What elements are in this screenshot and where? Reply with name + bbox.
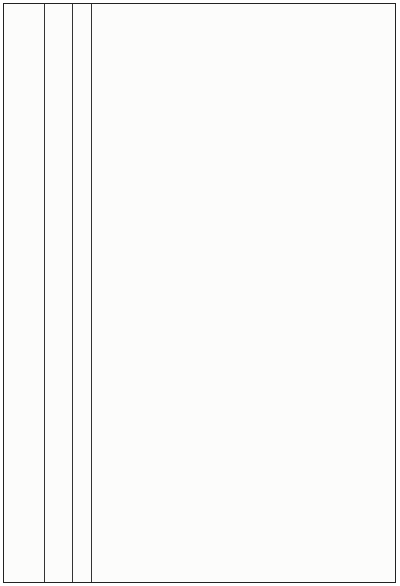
column-divider bbox=[44, 4, 45, 582]
column-divider bbox=[91, 4, 92, 582]
column-divider bbox=[72, 4, 73, 582]
table-grid bbox=[4, 4, 395, 582]
chronology-table bbox=[3, 3, 396, 583]
